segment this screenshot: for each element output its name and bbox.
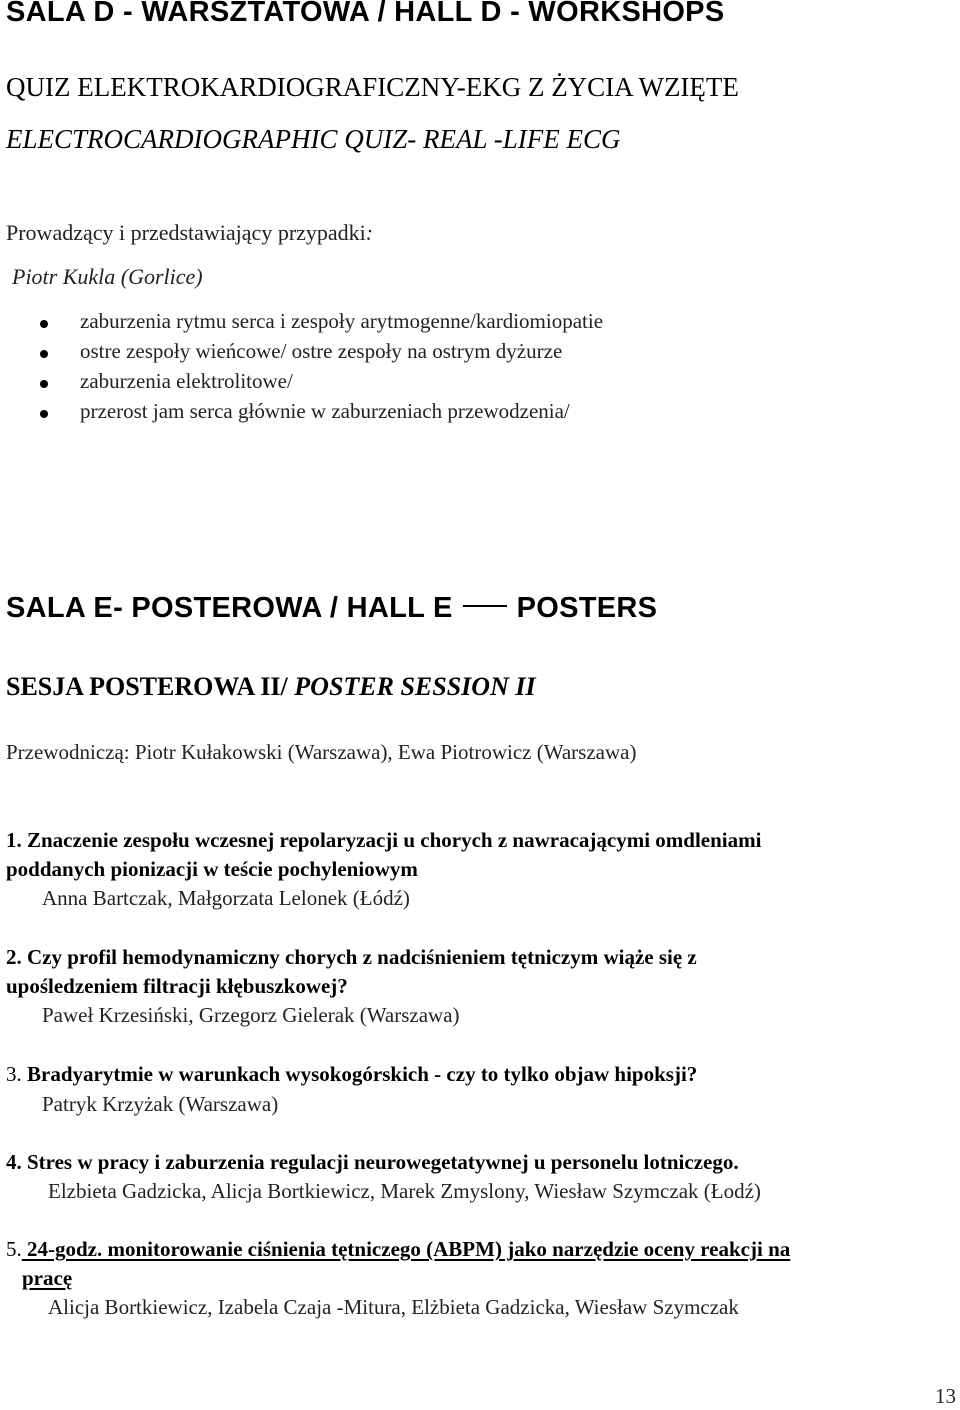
hall-d-title-pl: QUIZ ELEKTROKARDIOGRAFICZNY-EKG Z ŻYCIA WZIĘTE <box>6 72 739 102</box>
bullet-icon <box>40 410 48 418</box>
bullet-icon <box>40 350 48 358</box>
bullet-icon <box>40 380 48 388</box>
session-chairs: Przewodniczą: Piotr Kułakowski (Warszawa), Ewa Piotrowicz (Warszawa) <box>6 740 637 764</box>
poster-authors: Paweł Krzesiński, Grzegorz Gielerak (Warszawa) <box>42 1003 460 1027</box>
poster-title: 2. Czy profil hemodynamiczny chorych z nadciśnieniem tętniczym wiąże się z <box>6 945 697 969</box>
poster-title-cont: upośledzeniem filtracji kłębuszkowej? <box>6 974 348 998</box>
poster-title: 5. 24-godz. monitorowanie ciśnienia tętniczego (ABPM) jako narzędzie oceny reakcji na <box>6 1237 791 1261</box>
topic-item: zaburzenia rytmu serca i zespoły arytmogenne/kardiomiopatie <box>80 309 604 333</box>
poster-title: 4. Stres w pracy i zaburzenia regulacji neurowegetatywnej u personelu lotniczego. <box>6 1150 739 1174</box>
hall-d-title-en: ELECTROCARDIOGRAPHIC QUIZ- REAL -LIFE ECG <box>6 124 621 154</box>
bullet-icon <box>40 320 48 328</box>
presenters-label: Prowadzący i przedstawiający przypadki: <box>6 220 374 245</box>
poster-title-cont: pracę <box>22 1266 73 1290</box>
session-title: SESJA POSTEROWA II/ POSTER SESSION II <box>6 672 536 701</box>
page-number: 13 <box>935 1384 956 1408</box>
poster-title-cont: poddanych pionizacji w teście pochyleniowym <box>6 857 418 881</box>
topic-item: zaburzenia elektrolitowe/ <box>80 369 293 393</box>
presenter-name: Piotr Kukla (Gorlice) <box>12 264 203 289</box>
poster-authors: Anna Bartczak, Małgorzata Lelonek (Łódź) <box>42 886 410 910</box>
poster-authors: Elzbieta Gadzicka, Alicja Bortkiewicz, Marek Zmyslony, Wiesław Szymczak (Łodź) <box>48 1179 761 1203</box>
hall-e-heading: SALA E- POSTEROWA / HALL E POSTERS <box>6 592 658 624</box>
poster-authors: Patryk Krzyżak (Warszawa) <box>42 1092 279 1116</box>
poster-title: 1. Znaczenie zespołu wczesnej repolaryzacji u chorych z nawracającymi omdleniami <box>6 828 762 852</box>
heading-dash <box>463 605 507 607</box>
hall-d-heading: SALA D - WARSZTATOWA / HALL D - WORKSHOPS <box>6 0 725 28</box>
topic-item: ostre zespoły wieńcowe/ ostre zespoły na ostrym dyżurze <box>80 339 563 363</box>
topic-item: przerost jam serca głównie w zaburzeniach przewodzenia/ <box>80 399 570 423</box>
poster-authors: Alicja Bortkiewicz, Izabela Czaja -Mitura, Elżbieta Gadzicka, Wiesław Szymczak <box>48 1295 739 1319</box>
poster-title: 3. Bradyarytmie w warunkach wysokogórskich - czy to tylko objaw hipoksji? <box>6 1062 698 1086</box>
